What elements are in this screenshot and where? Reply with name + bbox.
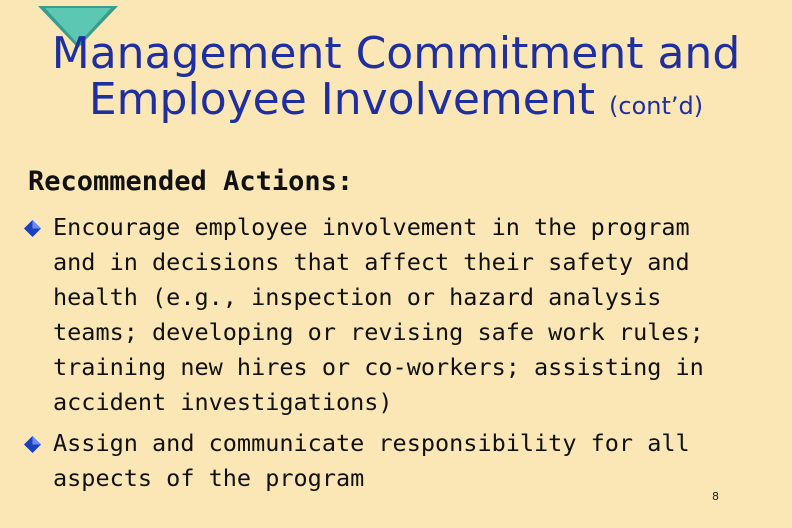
slide-title-suffix: (cont’d) <box>609 92 704 120</box>
slide-title-line-2 <box>0 74 792 129</box>
bullet-text-2: Assign and communicate responsibility for all aspects of the program <box>53 429 690 492</box>
bullet-item-2 <box>24 426 744 496</box>
page-number: 8 <box>712 490 719 503</box>
slide-title-line-1: Management Commitment and <box>51 28 741 79</box>
diamond-bullet-icon <box>24 436 41 453</box>
diamond-bullet-icon <box>24 220 41 237</box>
section-heading: Recommended Actions: <box>28 166 354 197</box>
slide-title <box>0 28 792 129</box>
bullet-text-1: Encourage employee involvement in the program and in decisions that affect their safety and health (e.g., inspection or hazard analysis teams; developing or revising safe work rules; training new hires or co-workers; assisting in accident investigations) <box>53 213 704 416</box>
bullet-item-1 <box>24 210 744 420</box>
bullet-list <box>24 210 744 502</box>
slide-title-line-2-text: Employee Involvement <box>88 74 596 125</box>
